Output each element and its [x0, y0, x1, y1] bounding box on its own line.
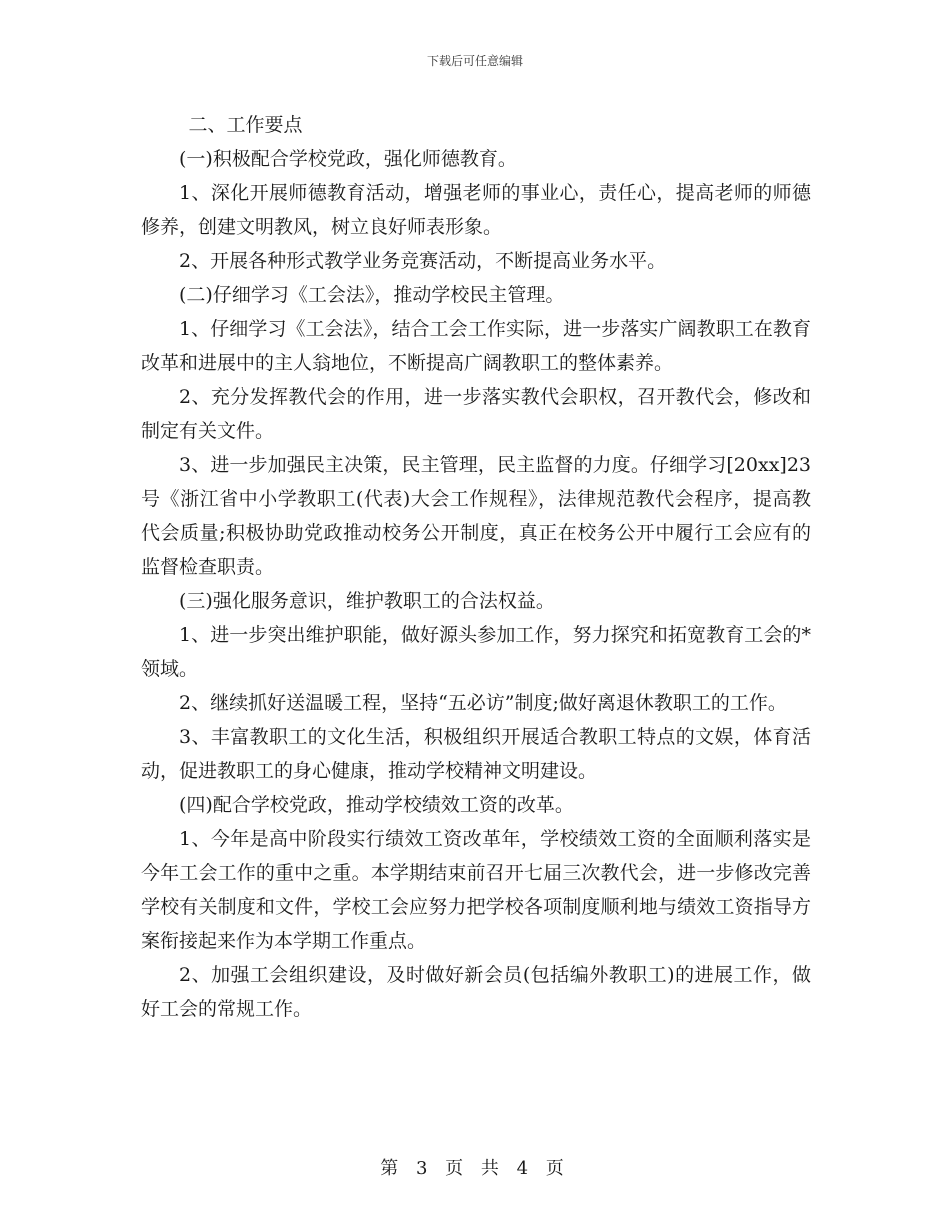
paragraph: 1、仔细学习《工会法》，结合工会工作实际，进一步落实广阔教职工在教育改革和进展中的主人翁地位，不断提高广阔教职工的整体素养。 [141, 318, 811, 374]
section-heading: 二、工作要点 [188, 114, 303, 136]
paragraph: 1、进一步突出维护职能，做好源头参加工作，努力探究和拓宽教育工会的*领域。 [141, 624, 811, 680]
paragraph: 2、继续抓好送温暖工程，坚持“五必访”制度;做好离退休教职工的工作。 [179, 692, 787, 714]
page-number-footer: 第 3 页 共 4 页 [380, 1158, 570, 1179]
document-body [141, 108, 811, 1026]
subsection-heading-2: (二)仔细学习《工会法》，推动学校民主管理。 [179, 284, 565, 306]
paragraph: 3、进一步加强民主决策，民主管理，民主监督的力度。仔细学习[20xx]23号《浙江省中小学教职工(代表)大会工作规程》，法律规范教代会程序，提高教代会质量;积极协助党政推动校务公开制度，真正在校务公开中履行工会应有的监督检查职责。 [141, 454, 811, 578]
paragraph: 2、充分发挥教代会的作用，进一步落实教代会职权，召开教代会，修改和制定有关文件。 [141, 386, 811, 442]
subsection-heading-1: (一)积极配合学校党政，强化师德教育。 [179, 148, 517, 170]
subsection-heading-4: (四)配合学校党政，推动学校绩效工资的改革。 [179, 794, 574, 816]
paragraph: 3、丰富教职工的文化生活，积极组织开展适合教职工特点的文娱，体育活动，促进教职工的身心健康，推动学校精神文明建设。 [141, 726, 811, 782]
paragraph: 2、开展各种形式教学业务竞赛活动，不断提高业务水平。 [179, 250, 667, 272]
page-header: 下载后可任意编辑 [426, 54, 523, 68]
paragraph: 1、深化开展师德教育活动，增强老师的事业心，责任心，提高老师的师德修养，创建文明教风，树立良好师表形象。 [141, 182, 811, 238]
paragraph: 2、加强工会组织建设，及时做好新会员(包括编外教职工)的进展工作，做好工会的常规工作。 [141, 964, 811, 1020]
subsection-heading-3: (三)强化服务意识，维护教职工的合法权益。 [179, 590, 555, 612]
paragraph: 1、今年是高中阶段实行绩效工资改革年，学校绩效工资的全面顺利落实是今年工会工作的重中之重。本学期结束前召开七届三次教代会，进一步修改完善学校有关制度和文件，学校工会应努力把学校各项制度顺利地与绩效工资指导方案衔接起来作为本学期工作重点。 [141, 828, 811, 952]
